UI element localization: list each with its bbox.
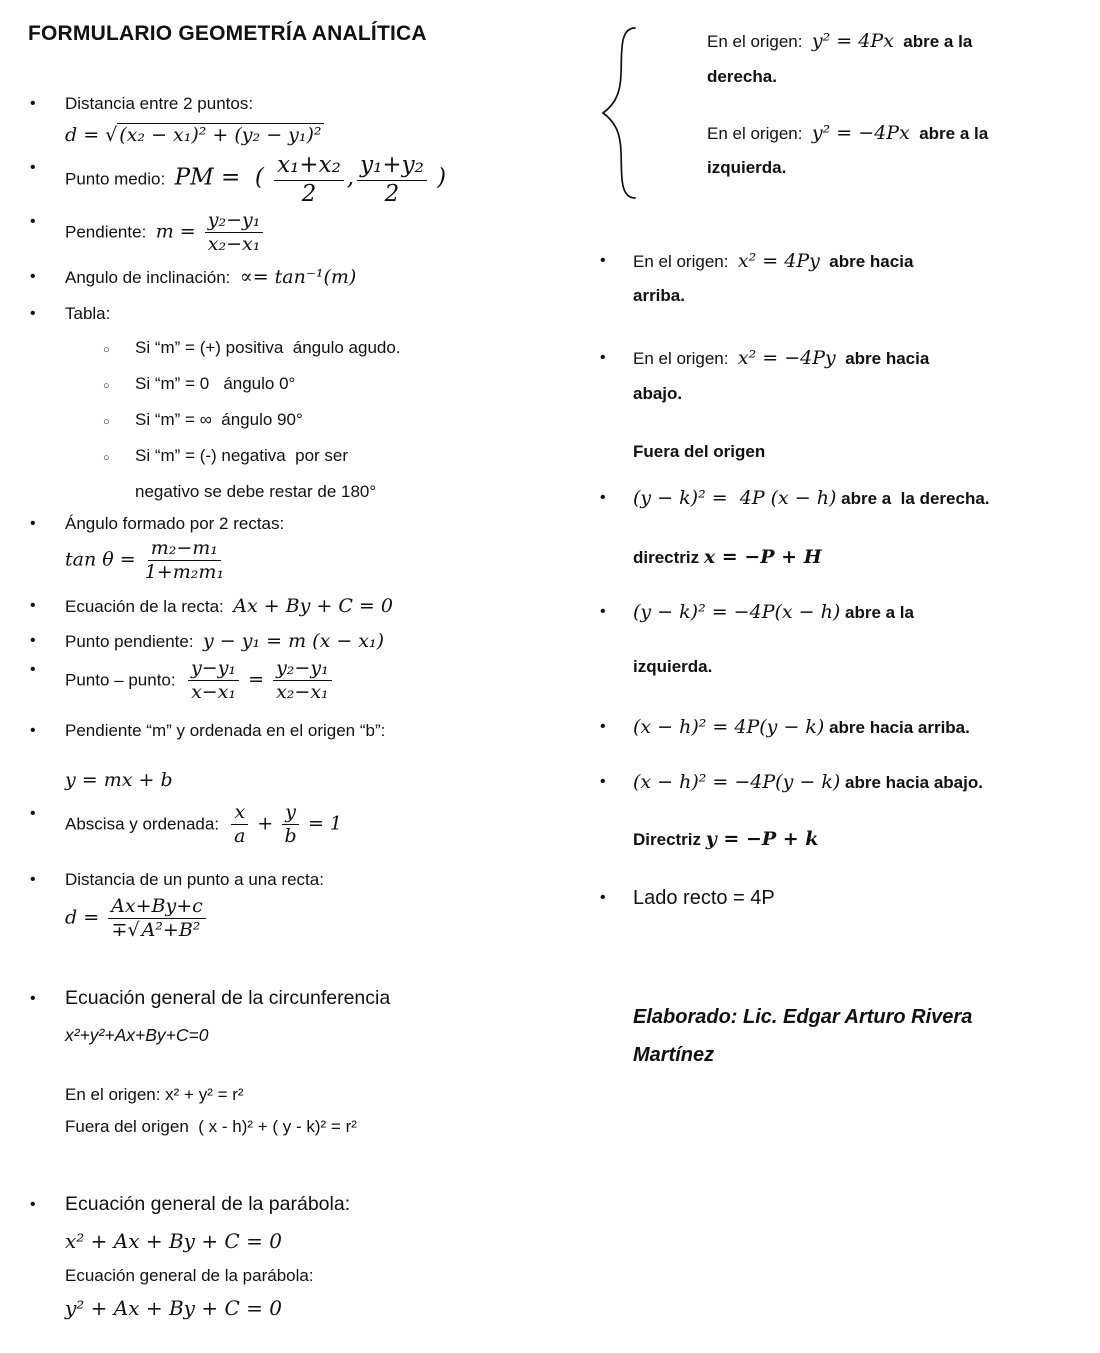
text-run: En el origen: x² + y² = r²	[65, 1085, 244, 1105]
list-item	[30, 658, 543, 704]
line-content	[135, 444, 348, 468]
line-content	[65, 594, 393, 619]
fraction	[108, 896, 206, 942]
math-run: y−y₁	[191, 656, 237, 679]
line-content	[65, 896, 209, 942]
bullet-marker: •	[600, 889, 606, 906]
line-content	[633, 345, 929, 372]
text-line	[707, 155, 988, 181]
page-title: FORMULARIO GEOMETRÍA ANALÍTICA	[28, 22, 427, 45]
bold-text-run: abre a la	[840, 603, 914, 622]
square-root: √ (x₂ − x₁)² + (y₂ − y₁)²	[105, 124, 322, 146]
math-run: Ax + By + C = 0	[233, 594, 393, 617]
brace-lines	[669, 22, 988, 181]
math-run: (x − h)² = −4P(y − k)	[633, 771, 841, 793]
bullet-marker: •	[600, 773, 606, 790]
bullet-marker: •	[30, 212, 36, 230]
bullet-marker: •	[30, 268, 36, 286]
math-run: 1+m₂m₁	[144, 561, 224, 584]
square-root: √ A²+B²	[127, 918, 201, 941]
math-run: x₂−x₁	[276, 680, 329, 703]
bullet-marker: •	[30, 631, 36, 649]
bullet-marker: •	[30, 305, 36, 323]
line-content	[65, 985, 390, 1012]
bullet-marker: •	[30, 660, 36, 678]
line-content	[65, 302, 110, 326]
text-run: Si “m” = (-) negativa por ser	[135, 446, 349, 466]
sub-list-item	[103, 336, 543, 362]
sub-list-item	[103, 444, 543, 470]
fraction	[205, 210, 264, 256]
list-item	[30, 594, 543, 619]
line-content	[65, 512, 284, 536]
fraction	[273, 658, 332, 704]
text-run: Fuera del origen ( x - h)² + ( y - k)² = r²	[65, 1117, 357, 1137]
math-run: (y − k)² = −4P(x − h)	[633, 601, 841, 623]
bullet-marker: •	[600, 718, 606, 735]
sub-list-item	[103, 372, 543, 398]
math-run: y₂−y₁	[207, 208, 261, 231]
bullet-marker: •	[30, 990, 36, 1008]
bullet-marker: •	[600, 252, 606, 269]
math-run: m₂−m₁	[150, 537, 218, 560]
list-item	[600, 485, 1083, 512]
formula-line	[65, 538, 543, 584]
math-run: ,	[346, 164, 355, 191]
list-item	[30, 868, 543, 892]
text-run: Punto pendiente:	[65, 631, 204, 651]
bold-math-run: y = −P + k	[705, 828, 819, 850]
line-content	[65, 92, 253, 116]
line-content	[633, 283, 685, 309]
right-column-items	[595, 248, 1083, 912]
line-content	[65, 629, 384, 654]
circle-marker: ○	[103, 380, 110, 393]
math-run: b	[284, 825, 297, 848]
line-content	[633, 826, 818, 853]
bullet-marker: •	[30, 1196, 36, 1214]
text-run: Ángulo formado por 2 rectas:	[65, 514, 285, 534]
math-run: y − y₁ = m (x − x₁)	[203, 629, 385, 652]
math-run: (x − h)² = 4P(y − k)	[633, 716, 825, 738]
fraction	[145, 538, 224, 584]
math-run: y² + Ax + By + C = 0	[65, 1296, 282, 1321]
math-run: x² = 4Py	[737, 250, 820, 272]
fraction	[188, 658, 239, 704]
line-content	[633, 381, 682, 407]
bold-text-run: abajo.	[633, 384, 683, 403]
text-run: Si “m” = ∞ ángulo 90°	[135, 410, 303, 430]
math-run: ∓	[111, 918, 128, 941]
formula-line	[65, 1226, 543, 1258]
line-content	[65, 210, 266, 256]
math-run: 2	[384, 180, 400, 207]
text-run: Pendiente:	[65, 221, 156, 241]
line-content	[65, 1115, 357, 1139]
list-item	[30, 302, 543, 326]
bullet-marker: •	[30, 515, 36, 533]
math-run: m =	[155, 219, 202, 242]
bullet-marker: •	[600, 489, 606, 506]
credit-line: Elaborado: Lic. Edgar Arturo Rivera Martínez	[633, 1006, 973, 1066]
math-run: d =	[65, 124, 106, 146]
text-run: Lado recto = 4P	[633, 887, 775, 909]
bullet-marker: •	[600, 349, 606, 366]
line-content	[65, 538, 227, 584]
line-content	[65, 265, 356, 290]
math-run: x	[234, 801, 246, 824]
list-item	[600, 248, 1083, 275]
text-run: Si “m” = (+) positiva ángulo agudo.	[135, 338, 401, 358]
origin-parabola-brace-group	[595, 22, 1083, 202]
bullet-marker: •	[30, 805, 36, 823]
list-item	[600, 345, 1083, 372]
math-run: x₂−x₁	[207, 232, 261, 255]
list-item	[30, 210, 543, 256]
text-line	[633, 381, 1083, 407]
line-content	[633, 439, 765, 465]
section-heading	[633, 439, 1083, 465]
line-content	[65, 658, 335, 704]
math-run: Ax+By+c	[111, 894, 203, 917]
fraction	[357, 153, 427, 208]
text-run: Distancia de un punto a una recta:	[65, 869, 324, 889]
math-run: y² = 4Px	[811, 30, 894, 52]
line-content	[135, 336, 401, 360]
list-item	[30, 629, 543, 654]
left-column	[28, 20, 543, 1325]
text-run: Ecuación general de la circunferencia	[65, 987, 391, 1010]
bullet-marker: •	[30, 870, 36, 888]
circle-marker: ○	[103, 416, 110, 429]
text-run: Punto – punto:	[65, 669, 186, 689]
bold-text-run: Directriz	[633, 830, 706, 849]
math-run: 2	[301, 180, 317, 207]
line-content	[65, 719, 385, 743]
formula-line	[65, 1293, 543, 1325]
text-run: Punto medio:	[65, 169, 175, 189]
bold-text-run: derecha.	[707, 67, 777, 86]
line-content	[633, 544, 822, 571]
list-item	[30, 985, 543, 1012]
text-run: Ecuación general de la parábola:	[65, 1266, 314, 1286]
list-item	[30, 512, 543, 536]
math-run: ∝= tan⁻¹(m)	[239, 266, 357, 289]
text-run: Abscisa y ordenada:	[65, 814, 229, 834]
left-column-items	[28, 92, 543, 1325]
list-item	[30, 265, 543, 290]
bold-text-run: abre hacia abajo.	[840, 773, 983, 792]
text-run: En el origen:	[633, 252, 738, 271]
text-line	[707, 28, 988, 55]
math-run: (y − k)² = 4P (x − h)	[633, 487, 837, 509]
bullet-marker: •	[600, 603, 606, 620]
curly-brace-icon	[595, 24, 639, 202]
math-run: +	[251, 812, 280, 835]
math-run: x² = −4Py	[737, 347, 836, 369]
sub-list-item	[103, 408, 543, 434]
list-item	[600, 885, 1083, 912]
line-content	[707, 120, 988, 147]
line-content	[65, 1083, 244, 1107]
bold-text-run: abre hacia arriba.	[824, 718, 970, 737]
text-run: Distancia entre 2 puntos:	[65, 94, 254, 113]
line-content	[707, 155, 786, 181]
text-run: En el origen:	[707, 124, 812, 143]
text-run: Angulo de inclinación:	[65, 268, 240, 288]
circle-marker: ○	[103, 452, 110, 465]
text-run: Tabla:	[65, 304, 111, 324]
right-column	[595, 22, 1083, 1074]
line-content	[633, 485, 990, 512]
line-content	[65, 802, 342, 848]
list-item	[30, 1191, 543, 1218]
bullet-marker: •	[30, 95, 36, 112]
math-run: y₁+y₂	[360, 152, 424, 178]
line-content	[65, 765, 173, 796]
math-run: PM = (	[174, 164, 272, 191]
line-content	[633, 769, 983, 796]
line-content	[65, 1191, 350, 1218]
bullet-marker: •	[30, 596, 36, 614]
math-run: )	[429, 164, 447, 191]
line-content	[65, 868, 324, 892]
bold-text-run: abre a la	[909, 124, 989, 143]
text-run: Pendiente “m” y ordenada en el origen “b”:	[65, 721, 386, 741]
line-content	[65, 1264, 314, 1288]
bullet-marker: •	[30, 159, 36, 176]
text-line	[65, 1115, 543, 1139]
line-content	[707, 64, 777, 90]
bold-text-run: Fuera del origen	[633, 442, 766, 461]
list-item	[600, 714, 1083, 741]
math-run: x₁+x₂	[277, 152, 341, 178]
line-content	[707, 28, 972, 55]
line-content	[65, 1293, 282, 1325]
line-content	[65, 1226, 282, 1258]
text-line	[633, 826, 1083, 853]
text-run: negativo se debe restar de 180°	[135, 482, 377, 502]
line-content	[633, 599, 914, 626]
list-item	[30, 153, 543, 208]
text-line	[633, 544, 1083, 571]
bold-text-run: abre hacia	[835, 349, 930, 368]
line-content	[65, 120, 324, 151]
italic-text-run: x²+y²+Ax+By+C=0	[65, 1025, 209, 1046]
formula-line	[65, 896, 543, 942]
bold-math-run: x = −P + H	[703, 546, 822, 568]
line-content	[633, 714, 970, 741]
line-content	[633, 248, 913, 275]
line-content	[135, 480, 376, 504]
line-content	[135, 408, 303, 432]
line-content	[65, 153, 446, 208]
line-content	[633, 654, 712, 680]
bold-text-run: directriz	[633, 548, 704, 567]
line-content	[135, 372, 295, 396]
bullet-marker: •	[30, 722, 36, 740]
bold-text-run: izquierda.	[707, 158, 787, 177]
fraction	[231, 802, 248, 848]
list-item	[600, 769, 1083, 796]
bold-text-run: arriba.	[633, 286, 685, 305]
text-run: Ecuación general de la parábola:	[65, 1193, 351, 1216]
text-run: Si “m” = 0 ángulo 0°	[135, 374, 296, 394]
line-content	[633, 885, 775, 912]
text-line	[65, 1083, 543, 1107]
text-run: En el origen:	[633, 349, 738, 368]
math-run: y² = −4Px	[811, 122, 910, 144]
bold-text-run: abre a la derecha.	[836, 489, 990, 508]
text-line	[135, 480, 543, 504]
circle-marker: ○	[103, 344, 110, 357]
text-line	[707, 120, 988, 147]
formula-line	[65, 120, 543, 151]
line-content	[65, 1020, 208, 1051]
list-item	[600, 599, 1083, 626]
text-run: En el origen:	[707, 32, 812, 51]
math-run: tan θ =	[65, 548, 142, 571]
math-run: x−x₁	[191, 680, 237, 703]
bold-text-run: izquierda.	[633, 657, 713, 676]
formula-line	[65, 765, 543, 796]
math-run: y₂−y₁	[276, 656, 329, 679]
math-run: y	[285, 801, 296, 824]
math-run: d =	[65, 905, 106, 928]
math-run: y = mx + b	[65, 769, 173, 792]
formula-line	[65, 1020, 543, 1051]
fraction	[282, 802, 299, 848]
text-line	[65, 1264, 543, 1288]
text-run: Ecuación de la recta:	[65, 596, 234, 616]
text-line	[633, 654, 1083, 680]
math-run: = 1	[301, 812, 343, 835]
list-item	[30, 802, 543, 848]
math-run: =	[242, 667, 271, 690]
list-item	[30, 92, 543, 116]
math-run: x² + Ax + By + C = 0	[65, 1229, 282, 1254]
text-line	[633, 283, 1083, 309]
bold-text-run: abre a la	[893, 32, 973, 51]
bold-text-run: abre hacia	[819, 252, 914, 271]
math-run: a	[234, 825, 246, 848]
list-item	[30, 719, 543, 743]
text-line	[707, 64, 988, 90]
fraction	[274, 153, 344, 208]
